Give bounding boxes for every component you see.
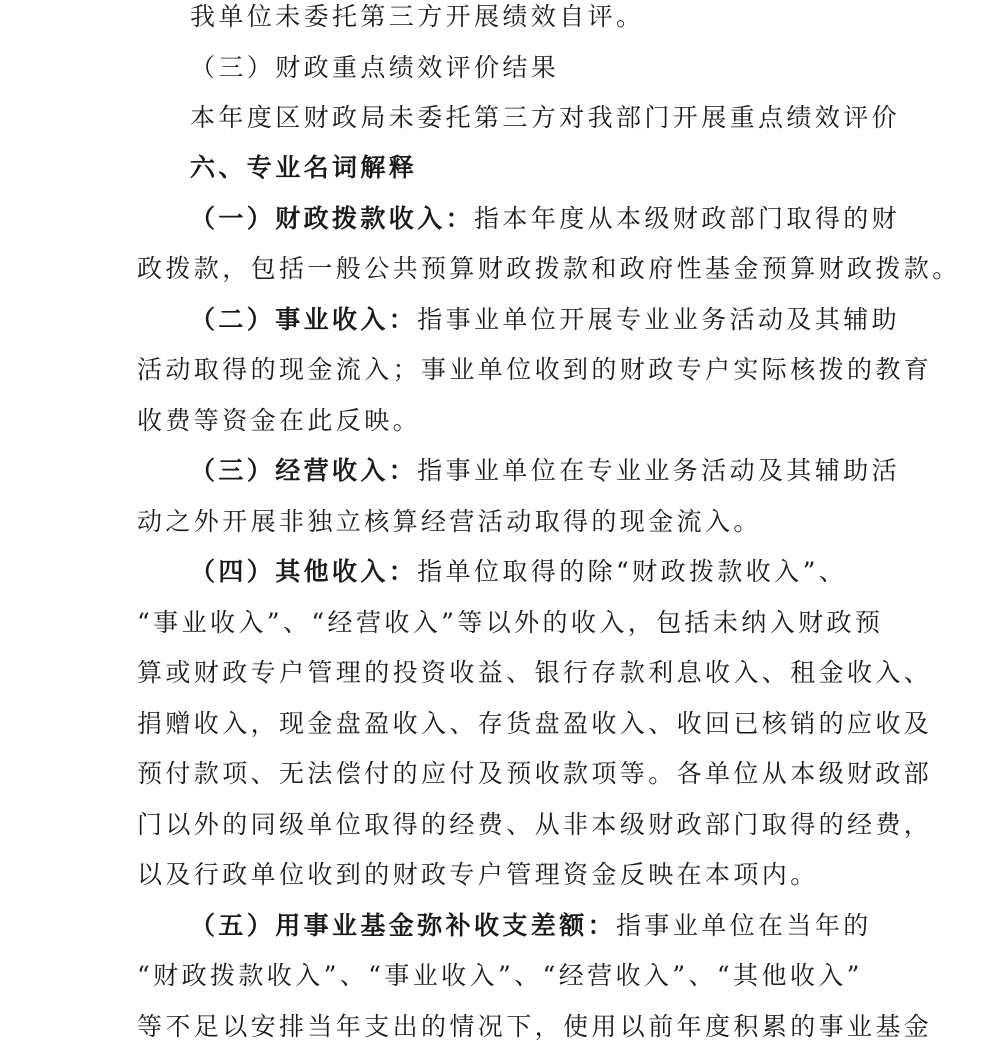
body-text: 我单位未委托第三方开展绩效自评。 (190, 2, 645, 31)
section-heading-text: 六、专业名词解释 (190, 153, 418, 182)
body-text: 以及行政单位收到的财政专户管理资金反映在本项内。 (137, 860, 819, 889)
definition-text: 指事业单位开展专业业务活动及其辅助 (417, 305, 901, 334)
definition-line (190, 305, 900, 335)
paragraph-line (137, 507, 762, 537)
subheading-text: （三）财政重点绩效评价结果 (190, 53, 560, 82)
paragraph-line (137, 1012, 932, 1042)
definition-line (190, 557, 847, 587)
term-label: （四）其他收入： (190, 557, 418, 586)
body-text: 捐赠收入，现金盘盈收入、存货盘盈收入、收回已核销的应收及 (137, 709, 933, 738)
body-text: 本年度区财政局未委托第三方对我部门开展重点绩效评价 (190, 103, 901, 132)
paragraph-line (137, 810, 932, 840)
term-label: （三）经营收入： (190, 456, 418, 485)
subheading-line (190, 53, 559, 83)
term-label: （一）财政拨款收入： (190, 204, 475, 233)
body-text: 等不足以安排当年支出的情况下，使用以前年度积累的事业基金 (137, 1012, 933, 1041)
paragraph-line (137, 658, 932, 688)
paragraph-line (137, 860, 819, 890)
body-text: 预付款项、无法偿付的应付及预收款项等。各单位从本级财政部 (137, 759, 933, 788)
paragraph-line (137, 406, 421, 436)
paragraph-line (137, 709, 932, 739)
definition-text: 指本年度从本级财政部门取得的财 (474, 204, 901, 233)
definition-text: 指事业单位在当年的 (616, 911, 872, 940)
body-text: 门以外的同级单位取得的经费、从非本级财政部门取得的经费， (137, 810, 933, 839)
paragraph-line (190, 2, 644, 32)
definition-text: 指单位取得的除“财政拨款收入”、 (417, 557, 848, 586)
body-text: 算或财政专户管理的投资收益、银行存款利息收入、租金收入、 (137, 658, 933, 687)
body-text: 收费等资金在此反映。 (137, 406, 422, 435)
paragraph-line (137, 961, 863, 991)
body-text: 活动取得的现金流入；事业单位收到的财政专户实际核拨的教育 (137, 355, 933, 384)
definition-text: 指事业单位在专业业务活动及其辅助活 (417, 456, 901, 485)
definition-line (190, 911, 872, 941)
paragraph-line (190, 103, 900, 133)
paragraph-line (137, 254, 961, 284)
body-text: 政拨款，包括一般公共预算财政拨款和政府性基金预算财政拨款。 (137, 254, 961, 283)
term-label: （二）事业收入： (190, 305, 418, 334)
body-text: “事业收入”、“经营收入”等以外的收入，包括未纳入财政预 (137, 608, 884, 637)
term-label: （五）用事业基金弥补收支差额： (190, 911, 617, 940)
paragraph-line (137, 759, 932, 789)
paragraph-line (137, 355, 932, 385)
body-text: “财政拨款收入”、“事业收入”、“经营收入”、“其他收入” (137, 961, 863, 990)
paragraph-line (137, 608, 883, 638)
definition-line (190, 456, 900, 486)
definition-line (190, 204, 900, 234)
section-heading (190, 153, 417, 183)
body-text: 动之外开展非独立核算经营活动取得的现金流入。 (137, 507, 762, 536)
